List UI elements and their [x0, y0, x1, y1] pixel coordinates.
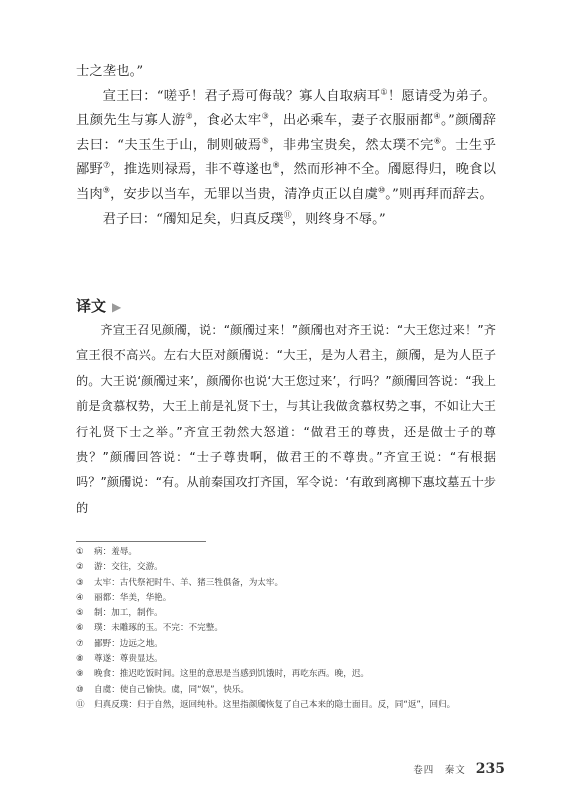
footnote — [76, 652, 498, 667]
page-footer — [413, 761, 505, 777]
footnote-number: ⑨ — [76, 669, 84, 680]
footnote-text: 晚食：推迟吃饭时间。这里的意思是当感到饥饿时，再吃东西。晚，迟。 — [94, 669, 370, 680]
footnote-number: ② — [76, 562, 84, 573]
original-paragraph-2: 宣王曰：“嗟乎！君子焉可侮哉？寡人自取病耳①！愿请受为弟子。且颜先生与寡人游②，食必太牢③，出必乘车，妻子衣服丽都④。”颜斶辞去曰：“夫玉生于山，制则破焉⑤，非弗宝贵矣，然太璞不完⑥。士生乎鄙野⑦，推选则禄焉，非不尊遂也⑧，然而形神不全。斶愿得归，晚食以当肉⑨，安步以当车，无罪以当贵，清净贞正以自虞⑩。”则再拜而辞去。 — [76, 87, 497, 202]
footnote-text: 病：羞辱。 — [94, 547, 137, 557]
footnote-text: 鄙野：边远之地。 — [94, 638, 163, 649]
original-paragraph-3: 君子曰：“斶知足矣，归真反璞⑪，则终身不辱。” — [102, 210, 386, 227]
footnote-number: ⑪ — [76, 699, 85, 710]
footnote-text: 制：加工，制作。 — [94, 608, 163, 619]
footnote-number: ⑧ — [76, 654, 84, 665]
original-text — [76, 60, 496, 232]
footnote — [76, 637, 498, 652]
footnote-number: ⑦ — [76, 638, 84, 649]
footnote — [76, 591, 498, 606]
footnotes — [76, 545, 498, 713]
footnote-number: ④ — [76, 592, 84, 603]
footnote — [76, 576, 498, 591]
translation-text — [76, 318, 496, 521]
footnote — [76, 667, 498, 682]
footnote — [76, 698, 498, 713]
footnote-text: 璞：未雕琢的玉。不完：不完整。 — [94, 623, 223, 634]
footnote-number: ⑩ — [76, 684, 84, 695]
footnote-text: 游：交往，交游。 — [94, 562, 163, 573]
footnote-number: ⑤ — [76, 608, 84, 619]
translation-heading — [76, 295, 121, 316]
footnote-text: 归真反璞：归于自然，返回纯朴。这里指颜斶恢复了自己本来的隐士面目。反，同“返”，回归。 — [94, 699, 456, 710]
footnote — [76, 606, 498, 621]
translation-paragraph: 齐宣王召见颜斶，说：“颜斶过来！”颜斶也对齐王说：“大王您过来！”齐宣王很不高兴。左右大臣对颜斶说：“大王，是为人君主，颜斶，是为人臣子的。大王说‘颜斶过来’，颜斶你也说‘大王您过来’，行吗？”颜斶回答说：“我上前是贪慕权势，大王上前是礼贤下士，与其让我做贪慕权势之事，不如让大王行礼贤下士之举。”齐宣王勃然大怒道：“做君王的尊贵，还是做士子的尊贵？”颜斶回答说：“士子尊贵啊，做君王的不尊贵。”齐宣王说：“有根据吗？”颜斶说：“有。从前秦国攻打齐国，军令说：‘有敢到离柳下惠坟墓五十步的 — [76, 323, 496, 515]
page-number: 235 — [475, 761, 505, 777]
footnote-divider — [76, 541, 206, 542]
footnote-number: ① — [76, 547, 84, 557]
footnote-number: ⑥ — [76, 623, 84, 634]
translation-heading-label: 译文 — [76, 297, 107, 315]
footnote-text: 丽都：华美，华艳。 — [94, 592, 172, 603]
footnote-text: 自虞：使自己愉快。虞，同“娱”，快乐。 — [94, 684, 249, 695]
footnote — [76, 560, 498, 575]
footnote-text: 太牢：古代祭祀时牛、羊、猪三牲俱备，为太牢。 — [94, 577, 284, 588]
footnote-number: ③ — [76, 577, 84, 588]
original-paragraph-1: 士之垄也。” — [76, 64, 144, 79]
play-arrow-icon: ▶ — [112, 300, 122, 314]
running-footer-label: 卷四 秦文 — [413, 765, 466, 776]
footnote-text: 尊遂：尊贵显达。 — [94, 654, 163, 665]
footnote — [76, 545, 498, 560]
footnote — [76, 621, 498, 636]
footnote — [76, 683, 498, 698]
